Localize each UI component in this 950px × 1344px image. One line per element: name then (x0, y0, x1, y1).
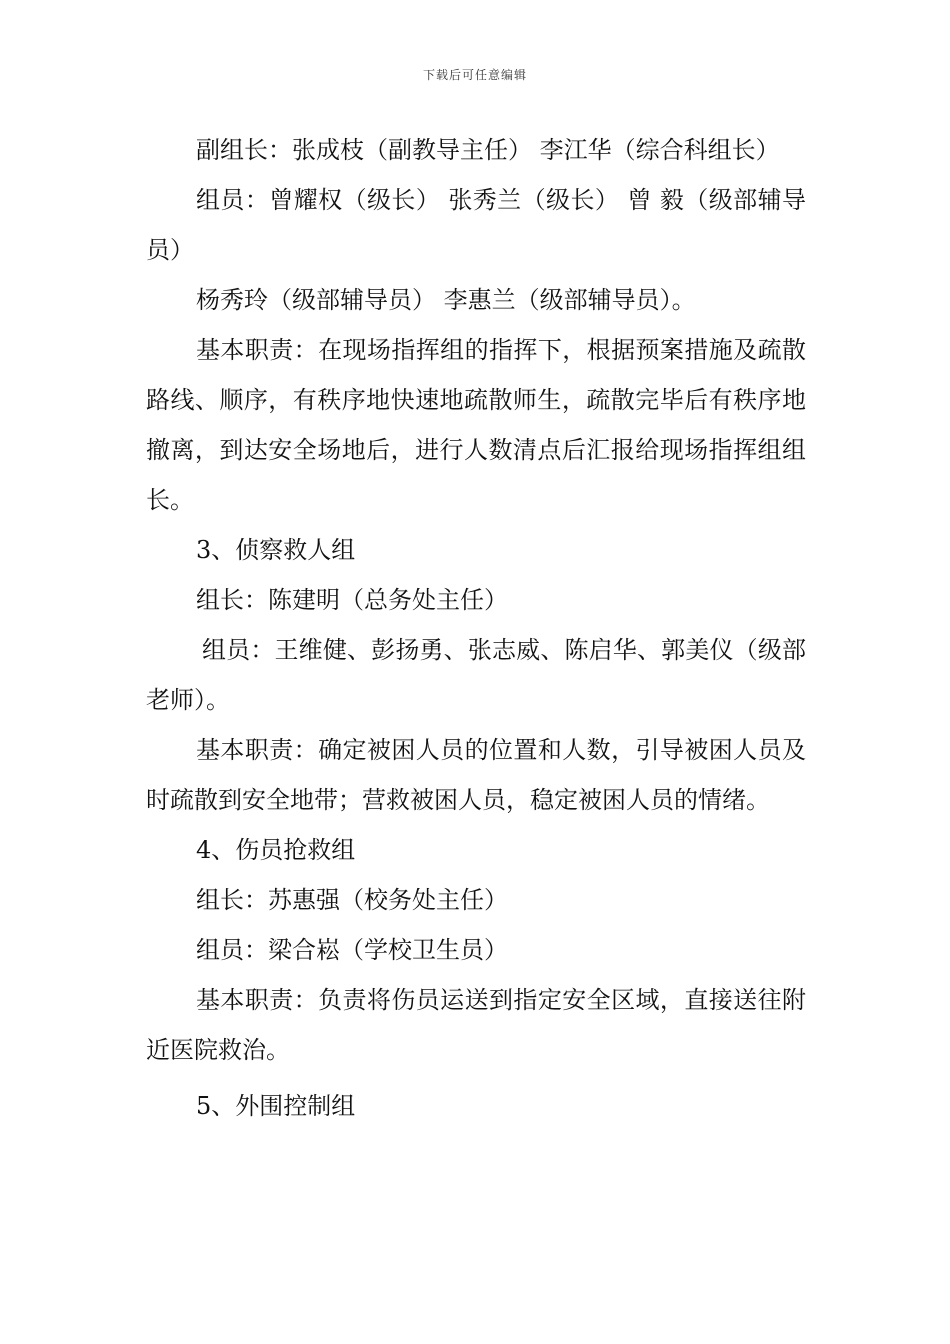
section-heading-4: 4、伤员抢救组 (196, 836, 356, 864)
paragraph-members-2: 杨秀玲（级部辅导员） 李惠兰（级部辅导员）。 (196, 286, 696, 314)
paragraph-duty-evacuation: 基本职责：在现场指挥组的指挥下，根据预案措施及疏散路线、顺序，有秩序地快速地疏散师生，疏散完毕后有秩序地撤离，到达安全场地后，进行人数清点后汇报给现场指挥组组长。 (146, 336, 806, 514)
section-heading-5: 5、外围控制组 (196, 1092, 356, 1120)
section-heading-3: 3、侦察救人组 (196, 536, 356, 564)
paragraph-members-4: 组员：梁合崧（学校卫生员） (196, 936, 508, 964)
paragraph-duty-rescue: 基本职责：确定被困人员的位置和人数，引导被困人员及时疏散到安全地带；营救被困人员，稳定被困人员的情绪。 (146, 736, 806, 814)
paragraph-deputy-leader: 副组长：张成枝（副教导主任） 李江华（综合科组长） (196, 136, 780, 164)
paragraph-leader-4: 组长：苏惠强（校务处主任） (196, 886, 508, 914)
paragraph-members-3: 组员：王维健、彭扬勇、张志威、陈启华、郭美仪（级部老师）。 (146, 636, 806, 714)
paragraph-members-1: 组员：曾耀权（级长） 张秀兰（级长） 曾 毅（级部辅导员） (146, 186, 806, 264)
page-header: 下载后可任意编辑 (422, 68, 527, 82)
paragraph-duty-firstaid: 基本职责：负责将伤员运送到指定安全区域，直接送往附近医院救治。 (146, 986, 806, 1064)
paragraph-leader-3: 组长：陈建明（总务处主任） (196, 586, 508, 614)
document-body (146, 125, 806, 1131)
